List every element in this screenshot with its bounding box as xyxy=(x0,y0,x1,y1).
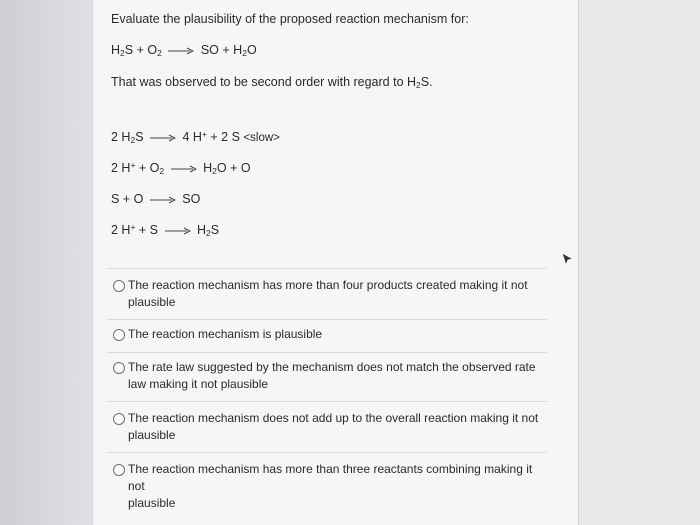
option-does-not-add-up[interactable] xyxy=(107,401,547,452)
option-label: The rate law suggested by the mechanism does not match the observed rate law making it not plausible xyxy=(128,360,536,391)
option-more-than-four-products[interactable] xyxy=(107,268,547,319)
radio-button-icon[interactable] xyxy=(113,329,125,341)
option-mechanism-plausible[interactable] xyxy=(107,319,547,352)
reaction-arrow-icon xyxy=(171,164,197,174)
question-card xyxy=(92,0,579,525)
overall-reaction: $H_2S + O_2$ SO + $H_2O$ xyxy=(111,43,257,58)
radio-button-icon[interactable] xyxy=(113,413,125,425)
background-shade xyxy=(0,0,92,525)
reaction-arrow-icon xyxy=(150,195,176,205)
reaction-arrow-icon xyxy=(150,133,176,143)
option-rate-law-mismatch[interactable] xyxy=(107,352,547,401)
option-label: The reaction mechanism is plausible xyxy=(128,327,323,341)
mechanism-step-3: S + O SO xyxy=(111,192,201,206)
option-label: The reaction mechanism has more than three reactants combining making it not plausible xyxy=(128,462,533,510)
radio-button-icon[interactable] xyxy=(113,280,125,292)
observation-text: That was observed to be second order with regard to $H_2S$. xyxy=(111,75,433,90)
option-label: The reaction mechanism has more than four products created making it not plausible xyxy=(128,278,528,309)
option-label: The reaction mechanism does not add up to the overall reaction making it not plausible xyxy=(128,411,539,442)
option-more-than-three-reactants[interactable] xyxy=(107,452,547,510)
reaction-arrow-icon xyxy=(168,46,194,56)
reaction-arrow-icon xyxy=(165,226,191,236)
radio-button-icon[interactable] xyxy=(113,362,125,374)
mechanism-step-4: 2 H+ + S $H_2S$ xyxy=(111,222,220,238)
radio-button-icon[interactable] xyxy=(113,464,125,476)
mouse-pointer-icon xyxy=(561,252,575,266)
mechanism-step-1: 2 $H_2S$ 4 H+ + 2 S <slow> xyxy=(111,129,280,145)
question-prompt: Evaluate the plausibility of the proposed reaction mechanism for: xyxy=(111,12,469,26)
mechanism-step-2: 2 $H^+ + O_2$ $H_2O + O$ xyxy=(111,160,251,176)
